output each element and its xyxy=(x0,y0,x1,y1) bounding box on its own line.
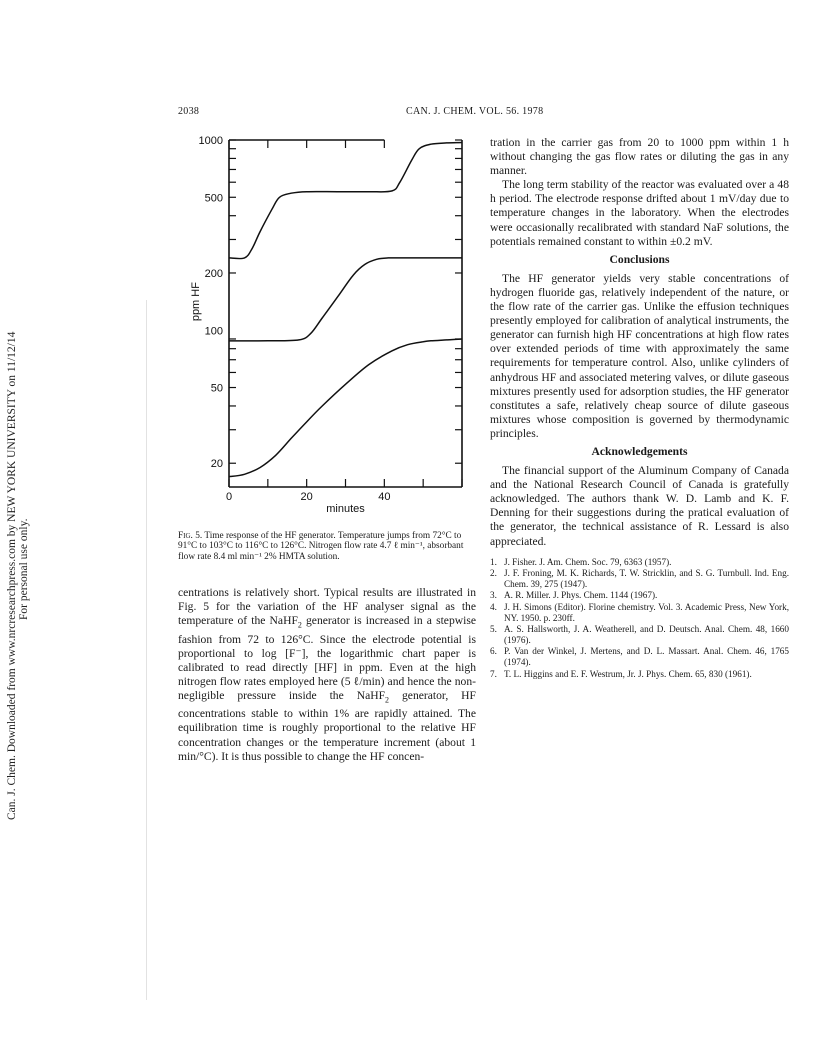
paragraph-part: centrations is relatively short. Typical results are illustrated in Fig. 5 for the variation of the HF analyser signal as the temperature of the NaHF xyxy=(178,586,476,628)
reference-item xyxy=(490,646,789,667)
subscript: 2 xyxy=(385,695,390,705)
y-tick-label: 100 xyxy=(204,325,223,338)
left-column xyxy=(178,586,476,764)
reference-number: 6. xyxy=(490,646,497,657)
series-line-3 xyxy=(229,143,462,259)
reference-item xyxy=(490,602,789,623)
acknowledgements-heading: Acknowledgements xyxy=(591,444,688,458)
subscript: 2 xyxy=(297,620,302,630)
continued-paragraph: tration in the carrier gas from 20 to 1000 ppm within 1 h without changing the gas flow rates or diluting the gas in any manner. xyxy=(490,136,789,178)
series-line-1 xyxy=(229,339,462,477)
y-tick-label: 20 xyxy=(210,458,223,471)
reference-text: A. S. Hallsworth, J. A. Weatherell, and D. Deutsch. Anal. Chem. 48, 1660 (1976). xyxy=(504,624,789,645)
y-tick-label: 200 xyxy=(204,267,223,280)
reference-text: J. F. Froning, M. K. Richards, T. W. Stricklin, and S. G. Turnbull. Ind. Eng. Chem. 39, 275 (1947). xyxy=(504,568,789,589)
reference-item xyxy=(490,557,789,568)
reference-item xyxy=(490,568,789,589)
x-axis-label: minutes xyxy=(326,503,365,515)
reference-number: 5. xyxy=(490,624,497,635)
reference-item xyxy=(490,669,789,680)
right-column xyxy=(490,136,789,680)
reference-item xyxy=(490,624,789,645)
acknowledgements-paragraph: The financial support of the Aluminum Company of Canada and the National Research Council of Canada is gratefully acknowledged. The authors thank W. D. Lamb and K. F. Denning for their suggestions during the pratical evaluation of the generator, the technical assistance of R. Lessard is also appreciated. xyxy=(490,464,789,548)
caption-label: Fig. 5. xyxy=(178,531,203,541)
reference-number: 2. xyxy=(490,568,497,579)
y-axis-label: ppm HF xyxy=(190,282,202,322)
reference-number: 1. xyxy=(490,556,497,567)
personal-use-note: For personal use only. xyxy=(18,518,30,620)
reference-number: 3. xyxy=(490,590,497,601)
y-tick-label: 1000 xyxy=(198,135,223,147)
reference-number: 4. xyxy=(490,602,497,612)
reference-item xyxy=(490,590,789,601)
paragraph-part: generator, HF concentrations stable to within 1% are rapidly attained. The equilibration time is roughly proportional to the relative HF concentration changes or the temperature increment (about 1 min/°C). It is thus possible to change the HF concen- xyxy=(178,688,476,763)
running-title: CAN. J. CHEM. VOL. 56. 1978 xyxy=(406,106,544,117)
reference-text: J. Fisher. J. Am. Chem. Soc. 79, 6363 (1957). xyxy=(504,556,672,567)
chart-series xyxy=(229,143,462,477)
figure-caption xyxy=(178,531,476,562)
paragraph-part: generator is increased in a stepwise fashion from 72 to 126°C. Since the electrode potential is proportional to log [F⁻], the logarithmic chart paper is calibrated to read directly [HF] in ppm. Even at the high nitrogen flow rates employed here (5 ℓ/min) and hence the non-negligible pressure inside the NaHF xyxy=(178,614,476,702)
x-tick-label: 40 xyxy=(378,491,391,503)
reference-text: J. H. Simons (Editor). Florine chemistry. Vol. 3. Academic Press, New York, NY. 1950. p. 230ff. xyxy=(504,602,789,623)
reference-text: T. L. Higgins and E. F. Westrum, Jr. J. Phys. Chem. 65, 830 (1961). xyxy=(504,668,752,679)
x-tick-label: 20 xyxy=(300,491,313,503)
download-note: Can. J. Chem. Downloaded from www.nrcresearchpress.com by NEW YORK UNIVERSITY on 11/12/14 xyxy=(6,331,18,820)
x-tick-label: 0 xyxy=(225,491,233,503)
watermark-text xyxy=(6,260,30,820)
caption-text: Time response of the HF generator. Temperature jumps from 72°C to 91°C to 103°C to 116°C to 126°C. Nitrogen flow rate 4.7 ℓ min⁻¹, absorbant flow rate 8.4 ml min⁻¹ 2% HMTA solution. xyxy=(178,531,464,562)
page-number: 2038 xyxy=(178,106,200,117)
download-watermark xyxy=(0,260,40,820)
scan-edge-line xyxy=(146,300,147,1000)
reference-number: 7. xyxy=(490,668,497,679)
reference-text: P. Van der Winkel, J. Mertens, and D. L. Massart. Anal. Chem. 46, 1765 (1974). xyxy=(504,646,789,667)
stability-paragraph: The long term stability of the reactor was evaluated over a 48 h period. The electrode response drifted about 1 mV/day due to temperature changes in the laboratory. When the electrodes were occasionally recalibrated with standard NaF solutions, the potentials remained constant to within ±0.2 mV. xyxy=(490,178,789,248)
figure-5-chart xyxy=(176,128,486,530)
conclusions-paragraph: The HF generator yields very stable concentrations of hydrogen fluoride gas, relatively independent of the nature, or the flow rate of the carrier gas. Unlike the effusion techniques presently employed for calibration of analytical instruments, the generator can furnish high HF concentrations at high flow rates over extended periods of time with approximately the same requirements for temperature control. Also, unlike cylinders of anhydrous HF and associated metering valves, or dilute gaseous mixtures presently used for adsorption studies, the HF generator constitutes a safe, relatively cheap source of dilute gaseous mixtures whose composition is governed by thermodynamic principles. xyxy=(490,271,789,440)
body-paragraph xyxy=(178,586,476,764)
y-tick-label: 500 xyxy=(204,192,223,205)
y-tick-label: 50 xyxy=(210,382,223,395)
reference-list xyxy=(490,557,789,680)
series-line-2 xyxy=(229,258,462,341)
conclusions-heading: Conclusions xyxy=(609,252,670,266)
reference-text: A. R. Miller. J. Phys. Chem. 1144 (1967). xyxy=(504,590,658,601)
